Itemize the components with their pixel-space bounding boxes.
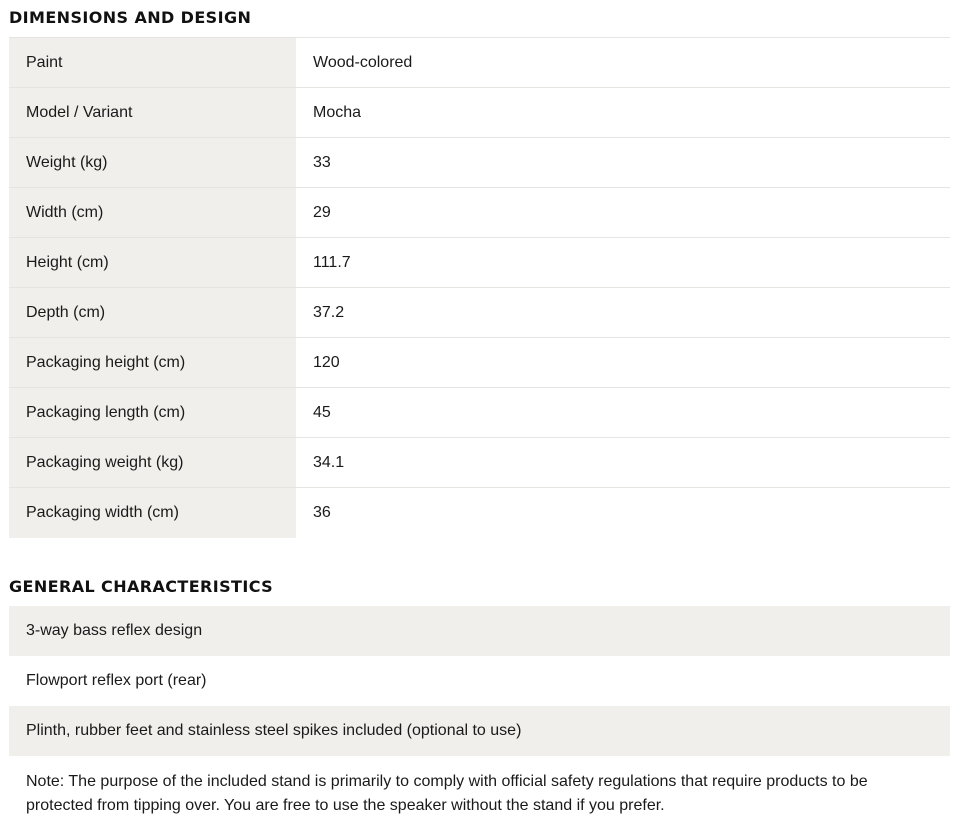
spec-row-model-variant: [9, 88, 950, 138]
spec-value: Wood-colored: [313, 53, 413, 71]
spec-row-packaging-height: [9, 338, 950, 388]
spec-value: 111.7: [313, 253, 351, 271]
spec-row-weight: [9, 138, 950, 188]
spec-label: Packaging height (cm): [9, 338, 296, 387]
characteristic-item: Flowport reflex port (rear): [26, 672, 207, 689]
spec-label: Height (cm): [9, 238, 296, 287]
dimensions-spec-table: [9, 37, 950, 538]
spec-label: Paint: [9, 38, 296, 87]
section-title-dimensions: DIMENSIONS AND DESIGN: [9, 8, 252, 27]
characteristic-item: Plinth, rubber feet and stainless steel spikes included (optional to use): [9, 706, 950, 756]
spec-value: 45: [313, 403, 331, 421]
spec-value: 120: [313, 353, 340, 371]
spec-label: Weight (kg): [9, 138, 296, 187]
spec-value: 29: [313, 203, 331, 221]
spec-label: Packaging weight (kg): [9, 438, 296, 487]
spec-row-packaging-width: [9, 488, 950, 538]
spec-value: 36: [313, 504, 331, 521]
spec-row-depth: [9, 288, 950, 338]
section-title-general: GENERAL CHARACTERISTICS: [9, 577, 274, 596]
spec-label: Packaging length (cm): [9, 388, 296, 437]
characteristic-item: 3-way bass reflex design: [9, 606, 950, 656]
spec-value: 34.1: [313, 453, 345, 471]
characteristic-note: Note: The purpose of the included stand is primarily to comply with official safety regulations that require products to be protected from tipping over. You are free to use the speaker without the stand if you prefer.: [26, 773, 868, 814]
spec-label: Packaging width (cm): [9, 488, 296, 538]
spec-row-width: [9, 188, 950, 238]
spec-row-packaging-length: [9, 388, 950, 438]
spec-row-packaging-weight: [9, 438, 950, 488]
spec-label: Model / Variant: [9, 88, 296, 137]
spec-label: Depth (cm): [9, 288, 296, 337]
general-characteristics-list: [9, 606, 950, 818]
spec-label: Width (cm): [9, 188, 296, 237]
spec-value: 37.2: [313, 303, 345, 321]
spec-row-height: [9, 238, 950, 288]
spec-value: Mocha: [313, 103, 362, 121]
spec-row-paint: [9, 38, 950, 88]
spec-value: 33: [313, 153, 331, 171]
